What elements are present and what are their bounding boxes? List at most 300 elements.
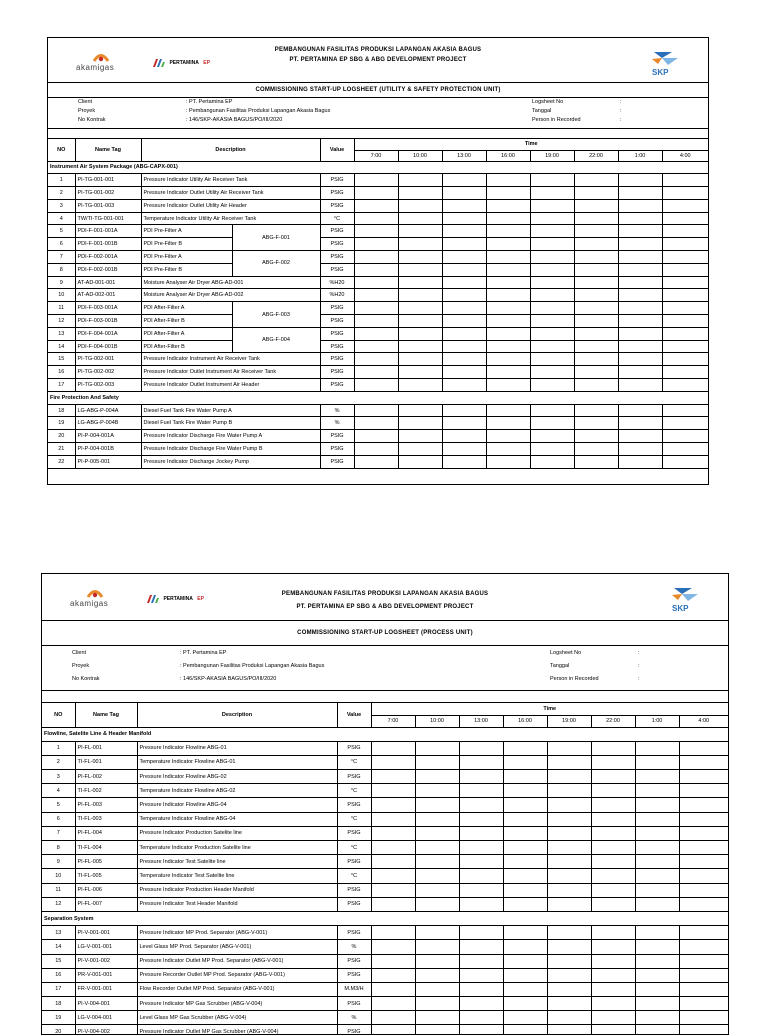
time-entry-cell[interactable] [530,327,574,340]
time-entry-cell[interactable] [530,212,574,225]
time-entry-cell[interactable] [503,770,547,784]
time-entry-cell[interactable] [415,1025,459,1035]
time-entry-cell[interactable] [530,263,574,276]
time-entry-cell[interactable] [503,1011,547,1025]
time-entry-cell[interactable] [486,455,530,468]
time-entry-cell[interactable] [635,770,679,784]
time-entry-cell[interactable] [459,741,503,755]
time-entry-cell[interactable] [591,997,635,1011]
time-entry-cell[interactable] [679,1025,728,1035]
time-entry-cell[interactable] [503,1025,547,1035]
time-entry-cell[interactable] [618,315,662,328]
time-entry-cell[interactable] [415,997,459,1011]
time-entry-cell[interactable] [574,174,618,187]
time-entry-cell[interactable] [574,340,618,353]
time-entry-cell[interactable] [547,954,591,968]
time-entry-cell[interactable] [679,1011,728,1025]
time-entry-cell[interactable] [530,430,574,443]
time-entry-cell[interactable] [486,430,530,443]
time-entry-cell[interactable] [442,199,486,212]
time-entry-cell[interactable] [442,225,486,238]
time-entry-cell[interactable] [354,379,398,392]
time-entry-cell[interactable] [459,755,503,769]
time-entry-cell[interactable] [574,289,618,302]
time-entry-cell[interactable] [503,940,547,954]
time-entry-cell[interactable] [398,366,442,379]
time-entry-cell[interactable] [662,327,708,340]
time-entry-cell[interactable] [415,897,459,911]
time-entry-cell[interactable] [371,841,415,855]
time-entry-cell[interactable] [415,869,459,883]
time-entry-cell[interactable] [635,897,679,911]
time-entry-cell[interactable] [503,812,547,826]
time-entry-cell[interactable] [679,770,728,784]
time-entry-cell[interactable] [618,187,662,200]
time-entry-cell[interactable] [371,926,415,940]
time-entry-cell[interactable] [415,1011,459,1025]
time-entry-cell[interactable] [398,174,442,187]
time-entry-cell[interactable] [547,897,591,911]
time-entry-cell[interactable] [486,417,530,430]
time-entry-cell[interactable] [547,926,591,940]
time-entry-cell[interactable] [398,187,442,200]
time-entry-cell[interactable] [662,199,708,212]
time-entry-cell[interactable] [371,755,415,769]
time-entry-cell[interactable] [442,263,486,276]
time-entry-cell[interactable] [547,997,591,1011]
time-entry-cell[interactable] [679,869,728,883]
time-entry-cell[interactable] [442,187,486,200]
time-entry-cell[interactable] [486,238,530,251]
time-entry-cell[interactable] [354,225,398,238]
time-entry-cell[interactable] [415,770,459,784]
time-entry-cell[interactable] [354,187,398,200]
time-entry-cell[interactable] [354,366,398,379]
time-entry-cell[interactable] [503,841,547,855]
time-entry-cell[interactable] [679,826,728,840]
time-entry-cell[interactable] [503,954,547,968]
time-entry-cell[interactable] [662,366,708,379]
time-entry-cell[interactable] [618,238,662,251]
time-entry-cell[interactable] [574,404,618,417]
time-entry-cell[interactable] [354,340,398,353]
time-entry-cell[interactable] [486,263,530,276]
time-entry-cell[interactable] [354,263,398,276]
time-entry-cell[interactable] [354,455,398,468]
time-entry-cell[interactable] [591,855,635,869]
time-entry-cell[interactable] [354,251,398,264]
time-entry-cell[interactable] [618,455,662,468]
time-entry-cell[interactable] [618,199,662,212]
time-entry-cell[interactable] [503,997,547,1011]
time-entry-cell[interactable] [662,276,708,289]
time-entry-cell[interactable] [530,225,574,238]
time-entry-cell[interactable] [618,174,662,187]
time-entry-cell[interactable] [398,379,442,392]
time-entry-cell[interactable] [398,225,442,238]
time-entry-cell[interactable] [459,826,503,840]
time-entry-cell[interactable] [547,841,591,855]
time-entry-cell[interactable] [679,897,728,911]
time-entry-cell[interactable] [486,174,530,187]
time-entry-cell[interactable] [459,926,503,940]
time-entry-cell[interactable] [547,869,591,883]
time-entry-cell[interactable] [486,251,530,264]
time-entry-cell[interactable] [635,1025,679,1035]
time-entry-cell[interactable] [547,982,591,996]
time-entry-cell[interactable] [503,855,547,869]
time-entry-cell[interactable] [635,982,679,996]
time-entry-cell[interactable] [547,812,591,826]
time-entry-cell[interactable] [503,968,547,982]
time-entry-cell[interactable] [371,954,415,968]
time-entry-cell[interactable] [442,174,486,187]
time-entry-cell[interactable] [547,1011,591,1025]
time-entry-cell[interactable] [459,997,503,1011]
time-entry-cell[interactable] [662,289,708,302]
time-entry-cell[interactable] [679,982,728,996]
time-entry-cell[interactable] [530,340,574,353]
time-entry-cell[interactable] [503,883,547,897]
time-entry-cell[interactable] [486,199,530,212]
time-entry-cell[interactable] [442,238,486,251]
time-entry-cell[interactable] [679,855,728,869]
time-entry-cell[interactable] [618,430,662,443]
time-entry-cell[interactable] [591,883,635,897]
time-entry-cell[interactable] [547,1025,591,1035]
time-entry-cell[interactable] [547,784,591,798]
time-entry-cell[interactable] [530,315,574,328]
time-entry-cell[interactable] [398,443,442,456]
time-entry-cell[interactable] [574,276,618,289]
time-entry-cell[interactable] [415,982,459,996]
time-entry-cell[interactable] [635,869,679,883]
time-entry-cell[interactable] [398,430,442,443]
time-entry-cell[interactable] [662,225,708,238]
time-entry-cell[interactable] [574,430,618,443]
time-entry-cell[interactable] [459,883,503,897]
time-entry-cell[interactable] [442,276,486,289]
time-entry-cell[interactable] [679,784,728,798]
time-entry-cell[interactable] [635,841,679,855]
time-entry-cell[interactable] [662,302,708,315]
time-entry-cell[interactable] [618,251,662,264]
time-entry-cell[interactable] [415,954,459,968]
time-entry-cell[interactable] [398,404,442,417]
time-entry-cell[interactable] [591,812,635,826]
time-entry-cell[interactable] [442,340,486,353]
time-entry-cell[interactable] [442,366,486,379]
time-entry-cell[interactable] [415,826,459,840]
time-entry-cell[interactable] [662,315,708,328]
time-entry-cell[interactable] [591,954,635,968]
time-entry-cell[interactable] [574,379,618,392]
time-entry-cell[interactable] [486,379,530,392]
time-entry-cell[interactable] [415,798,459,812]
time-entry-cell[interactable] [415,741,459,755]
time-entry-cell[interactable] [354,199,398,212]
time-entry-cell[interactable] [354,417,398,430]
time-entry-cell[interactable] [662,340,708,353]
time-entry-cell[interactable] [574,238,618,251]
time-entry-cell[interactable] [618,340,662,353]
time-entry-cell[interactable] [679,841,728,855]
time-entry-cell[interactable] [459,982,503,996]
time-entry-cell[interactable] [574,263,618,276]
time-entry-cell[interactable] [679,954,728,968]
time-entry-cell[interactable] [574,353,618,366]
time-entry-cell[interactable] [371,770,415,784]
time-entry-cell[interactable] [530,366,574,379]
time-entry-cell[interactable] [459,1011,503,1025]
time-entry-cell[interactable] [398,455,442,468]
time-entry-cell[interactable] [486,212,530,225]
time-entry-cell[interactable] [442,302,486,315]
time-entry-cell[interactable] [398,289,442,302]
time-entry-cell[interactable] [371,798,415,812]
time-entry-cell[interactable] [503,741,547,755]
time-entry-cell[interactable] [618,327,662,340]
time-entry-cell[interactable] [354,174,398,187]
time-entry-cell[interactable] [618,366,662,379]
time-entry-cell[interactable] [371,784,415,798]
time-entry-cell[interactable] [371,741,415,755]
time-entry-cell[interactable] [486,443,530,456]
time-entry-cell[interactable] [354,430,398,443]
time-entry-cell[interactable] [371,1011,415,1025]
time-entry-cell[interactable] [398,315,442,328]
time-entry-cell[interactable] [662,263,708,276]
time-entry-cell[interactable] [679,755,728,769]
time-entry-cell[interactable] [415,841,459,855]
time-entry-cell[interactable] [530,404,574,417]
time-entry-cell[interactable] [591,1025,635,1035]
time-entry-cell[interactable] [442,455,486,468]
time-entry-cell[interactable] [398,327,442,340]
time-entry-cell[interactable] [618,353,662,366]
time-entry-cell[interactable] [459,968,503,982]
time-entry-cell[interactable] [415,784,459,798]
time-entry-cell[interactable] [662,238,708,251]
time-entry-cell[interactable] [486,302,530,315]
time-entry-cell[interactable] [459,1025,503,1035]
time-entry-cell[interactable] [591,798,635,812]
time-entry-cell[interactable] [354,302,398,315]
time-entry-cell[interactable] [442,251,486,264]
time-entry-cell[interactable] [574,199,618,212]
time-entry-cell[interactable] [503,826,547,840]
time-entry-cell[interactable] [662,212,708,225]
time-entry-cell[interactable] [415,755,459,769]
time-entry-cell[interactable] [547,883,591,897]
time-entry-cell[interactable] [591,1011,635,1025]
time-entry-cell[interactable] [618,276,662,289]
time-entry-cell[interactable] [530,417,574,430]
time-entry-cell[interactable] [635,755,679,769]
time-entry-cell[interactable] [591,755,635,769]
time-entry-cell[interactable] [415,812,459,826]
time-entry-cell[interactable] [442,417,486,430]
time-entry-cell[interactable] [679,883,728,897]
time-entry-cell[interactable] [591,784,635,798]
time-entry-cell[interactable] [371,855,415,869]
time-entry-cell[interactable] [503,784,547,798]
time-entry-cell[interactable] [591,770,635,784]
time-entry-cell[interactable] [591,826,635,840]
time-entry-cell[interactable] [398,340,442,353]
time-entry-cell[interactable] [398,199,442,212]
time-entry-cell[interactable] [530,187,574,200]
time-entry-cell[interactable] [574,366,618,379]
time-entry-cell[interactable] [662,174,708,187]
time-entry-cell[interactable] [591,897,635,911]
time-entry-cell[interactable] [530,443,574,456]
time-entry-cell[interactable] [371,883,415,897]
time-entry-cell[interactable] [618,443,662,456]
time-entry-cell[interactable] [635,926,679,940]
time-entry-cell[interactable] [398,212,442,225]
time-entry-cell[interactable] [618,225,662,238]
time-entry-cell[interactable] [530,379,574,392]
time-entry-cell[interactable] [371,968,415,982]
time-entry-cell[interactable] [530,353,574,366]
time-entry-cell[interactable] [486,366,530,379]
time-entry-cell[interactable] [354,212,398,225]
time-entry-cell[interactable] [398,353,442,366]
time-entry-cell[interactable] [662,443,708,456]
time-entry-cell[interactable] [486,404,530,417]
time-entry-cell[interactable] [354,327,398,340]
time-entry-cell[interactable] [635,940,679,954]
time-entry-cell[interactable] [574,212,618,225]
time-entry-cell[interactable] [591,940,635,954]
time-entry-cell[interactable] [459,770,503,784]
time-entry-cell[interactable] [547,940,591,954]
time-entry-cell[interactable] [679,997,728,1011]
time-entry-cell[interactable] [679,926,728,940]
time-entry-cell[interactable] [618,404,662,417]
time-entry-cell[interactable] [574,225,618,238]
time-entry-cell[interactable] [503,798,547,812]
time-entry-cell[interactable] [486,353,530,366]
time-entry-cell[interactable] [398,302,442,315]
time-entry-cell[interactable] [635,883,679,897]
time-entry-cell[interactable] [530,174,574,187]
time-entry-cell[interactable] [547,741,591,755]
time-entry-cell[interactable] [591,869,635,883]
time-entry-cell[interactable] [618,302,662,315]
time-entry-cell[interactable] [354,404,398,417]
time-entry-cell[interactable] [371,1025,415,1035]
time-entry-cell[interactable] [354,315,398,328]
time-entry-cell[interactable] [547,770,591,784]
time-entry-cell[interactable] [442,315,486,328]
time-entry-cell[interactable] [503,926,547,940]
time-entry-cell[interactable] [618,379,662,392]
time-entry-cell[interactable] [662,251,708,264]
time-entry-cell[interactable] [574,187,618,200]
time-entry-cell[interactable] [547,755,591,769]
time-entry-cell[interactable] [486,327,530,340]
time-entry-cell[interactable] [530,251,574,264]
time-entry-cell[interactable] [635,855,679,869]
time-entry-cell[interactable] [662,187,708,200]
time-entry-cell[interactable] [459,798,503,812]
time-entry-cell[interactable] [547,855,591,869]
time-entry-cell[interactable] [415,883,459,897]
time-entry-cell[interactable] [415,940,459,954]
time-entry-cell[interactable] [354,443,398,456]
time-entry-cell[interactable] [371,997,415,1011]
time-entry-cell[interactable] [486,315,530,328]
time-entry-cell[interactable] [371,982,415,996]
time-entry-cell[interactable] [486,340,530,353]
time-entry-cell[interactable] [398,417,442,430]
time-entry-cell[interactable] [398,276,442,289]
time-entry-cell[interactable] [618,263,662,276]
time-entry-cell[interactable] [503,897,547,911]
time-entry-cell[interactable] [618,417,662,430]
time-entry-cell[interactable] [547,826,591,840]
time-entry-cell[interactable] [662,455,708,468]
time-entry-cell[interactable] [635,968,679,982]
time-entry-cell[interactable] [459,954,503,968]
time-entry-cell[interactable] [530,276,574,289]
time-entry-cell[interactable] [574,251,618,264]
time-entry-cell[interactable] [662,417,708,430]
time-entry-cell[interactable] [354,353,398,366]
time-entry-cell[interactable] [354,276,398,289]
time-entry-cell[interactable] [442,289,486,302]
time-entry-cell[interactable] [574,315,618,328]
time-entry-cell[interactable] [459,812,503,826]
time-entry-cell[interactable] [459,869,503,883]
time-entry-cell[interactable] [442,443,486,456]
time-entry-cell[interactable] [486,225,530,238]
time-entry-cell[interactable] [679,968,728,982]
time-entry-cell[interactable] [371,812,415,826]
time-entry-cell[interactable] [591,982,635,996]
time-entry-cell[interactable] [591,968,635,982]
time-entry-cell[interactable] [459,897,503,911]
time-entry-cell[interactable] [662,430,708,443]
time-entry-cell[interactable] [442,430,486,443]
time-entry-cell[interactable] [618,289,662,302]
time-entry-cell[interactable] [635,798,679,812]
time-entry-cell[interactable] [486,289,530,302]
time-entry-cell[interactable] [354,238,398,251]
time-entry-cell[interactable] [591,926,635,940]
time-entry-cell[interactable] [442,327,486,340]
time-entry-cell[interactable] [459,940,503,954]
time-entry-cell[interactable] [530,238,574,251]
time-entry-cell[interactable] [371,897,415,911]
time-entry-cell[interactable] [530,199,574,212]
time-entry-cell[interactable] [503,982,547,996]
time-entry-cell[interactable] [442,212,486,225]
time-entry-cell[interactable] [635,784,679,798]
time-entry-cell[interactable] [591,741,635,755]
time-entry-cell[interactable] [679,812,728,826]
time-entry-cell[interactable] [503,869,547,883]
time-entry-cell[interactable] [530,302,574,315]
time-entry-cell[interactable] [574,443,618,456]
time-entry-cell[interactable] [679,798,728,812]
time-entry-cell[interactable] [574,455,618,468]
time-entry-cell[interactable] [547,798,591,812]
time-entry-cell[interactable] [442,353,486,366]
time-entry-cell[interactable] [618,212,662,225]
